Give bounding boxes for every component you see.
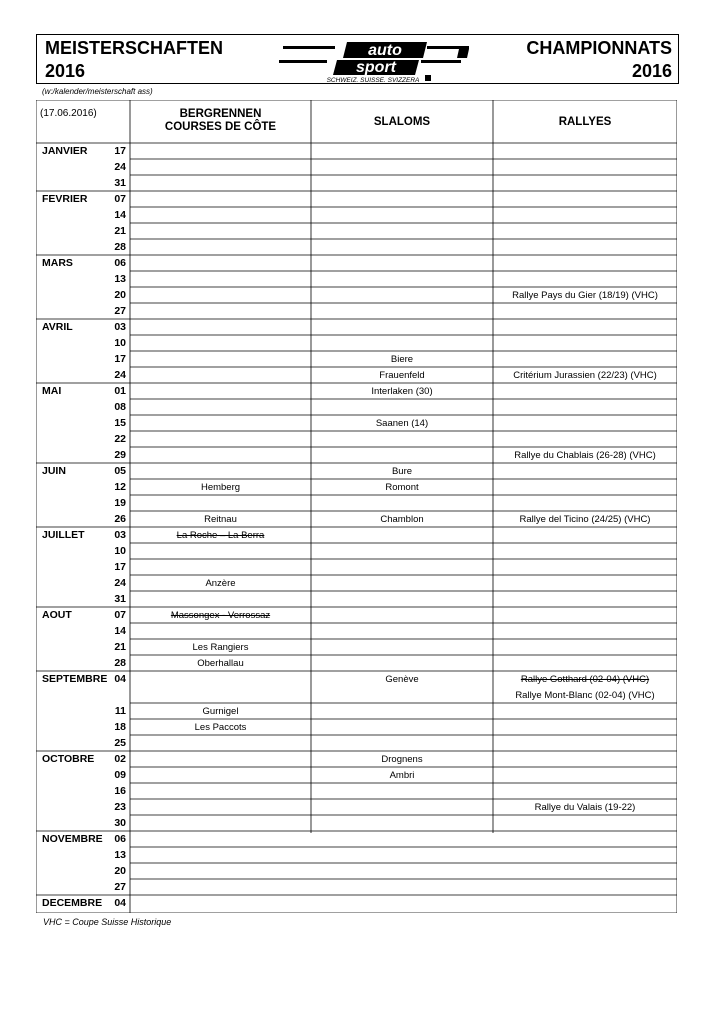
- day-label: 24: [114, 369, 126, 381]
- bergrennen-event: La Roche – La Berra: [176, 530, 265, 541]
- day-label: 06: [114, 257, 126, 269]
- day-label: 22: [114, 433, 126, 445]
- month-label: AOUT: [42, 609, 72, 621]
- day-label: 02: [114, 753, 126, 765]
- day-label: 15: [114, 417, 126, 429]
- month-label: DECEMBRE: [42, 897, 103, 909]
- day-label: 20: [114, 289, 126, 301]
- slalom-event: Bure: [391, 466, 413, 477]
- table-date-header: (17.06.2016): [40, 108, 97, 119]
- day-label: 09: [114, 769, 126, 781]
- header-bergrennen: [130, 108, 311, 134]
- day-label: 01: [114, 385, 126, 397]
- slalom-event: Chamblon: [380, 514, 424, 525]
- day-label: 08: [114, 401, 126, 413]
- day-label: 25: [114, 737, 126, 749]
- day-label: 07: [114, 609, 126, 621]
- day-label: 07: [114, 193, 126, 205]
- footer-note: VHC = Coupe Suisse Historique: [43, 917, 172, 927]
- rallye-event: Rallye Mont-Blanc (02-04) (VHC): [515, 690, 655, 701]
- bergrennen-event: Anzère: [205, 578, 236, 589]
- rallye-event: Critérium Jurassien (22/23) (VHC): [513, 370, 657, 381]
- month-label: AVRIL: [42, 321, 73, 333]
- month-label: JANVIER: [42, 145, 88, 157]
- day-label: 31: [114, 593, 126, 605]
- day-label: 31: [114, 177, 126, 189]
- day-label: 04: [114, 673, 126, 685]
- title-left-line1: MEISTERSCHAFTEN: [45, 38, 224, 58]
- bergrennen-event: Oberhallau: [197, 658, 244, 669]
- day-label: 26: [114, 513, 126, 525]
- day-label: 14: [114, 209, 126, 221]
- month-label: SEPTEMBRE: [42, 673, 108, 685]
- rallye-event: Rallye Pays du Gier (18/19) (VHC): [512, 290, 658, 301]
- day-label: 28: [114, 241, 126, 253]
- day-label: 12: [114, 481, 126, 493]
- path-note: (w:/kalender/meisterschaft ass): [42, 87, 153, 96]
- month-label: OCTOBRE: [42, 753, 95, 765]
- rallye-event: Rallye du Valais (19-22): [534, 802, 636, 813]
- day-label: 28: [114, 657, 126, 669]
- day-label: 29: [114, 449, 126, 461]
- logo-tagline: SCHWEIZ. SUISSE. SVIZZERA: [326, 77, 420, 83]
- day-label: 13: [114, 273, 126, 285]
- title-right-line2: 2016: [631, 61, 672, 81]
- day-label: 20: [114, 865, 126, 877]
- day-label: 21: [114, 641, 126, 653]
- header-rallyes: RALLYES: [558, 116, 612, 128]
- bergrennen-event: Gurnigel: [202, 706, 239, 717]
- title-left-line2: 2016: [45, 61, 86, 81]
- header-bergrennen-line2: COURSES DE CÔTE: [164, 121, 277, 133]
- rallye-event: Rallye du Chablais (26-28) (VHC): [514, 450, 656, 461]
- day-label: 24: [114, 161, 126, 173]
- rallye-event: Rallye del Ticino (24/25) (VHC): [519, 514, 651, 525]
- slalom-event: Drognens: [381, 754, 423, 765]
- slalom-event: Interlaken (30): [371, 386, 433, 397]
- page-header: [36, 34, 679, 84]
- day-label: 10: [114, 545, 126, 557]
- month-label: JUILLET: [42, 529, 85, 541]
- day-label: 18: [114, 721, 126, 733]
- header-bergrennen-line1: BERGRENNEN: [179, 108, 262, 120]
- title-left: [45, 37, 223, 83]
- day-label: 24: [114, 577, 126, 589]
- logo-text-bottom: sport: [356, 59, 396, 76]
- month-label: MARS: [42, 257, 73, 269]
- header-slaloms: SLALOMS: [373, 116, 431, 128]
- bergrennen-event: Les Paccots: [194, 722, 247, 733]
- day-label: 05: [114, 465, 126, 477]
- month-label: FEVRIER: [42, 193, 88, 205]
- bergrennen-event: Reitnau: [204, 514, 237, 525]
- day-label: 19: [114, 497, 126, 509]
- bergrennen-event: Hemberg: [200, 482, 241, 493]
- title-right-line1: CHAMPIONNATS: [526, 38, 672, 58]
- bergrennen-event: Les Rangiers: [192, 642, 249, 653]
- day-label: 14: [114, 625, 126, 637]
- month-label: NOVEMBRE: [42, 833, 103, 845]
- day-label: 04: [114, 897, 126, 909]
- slalom-event: Saanen (14): [375, 418, 429, 429]
- slalom-event: Frauenfeld: [379, 370, 425, 381]
- day-label: 27: [114, 305, 126, 317]
- slalom-event: Biere: [390, 354, 414, 365]
- day-label: 11: [114, 705, 126, 717]
- table-grid-lines: [36, 100, 677, 913]
- day-label: 17: [114, 561, 126, 573]
- day-label: 03: [114, 529, 126, 541]
- day-label: 27: [114, 881, 126, 893]
- day-label: 17: [114, 145, 126, 157]
- bergrennen-event: Massongex - Verrossaz: [170, 610, 271, 621]
- day-label: 17: [114, 353, 126, 365]
- day-label: 16: [114, 785, 126, 797]
- slalom-event: Ambri: [389, 770, 415, 781]
- day-label: 30: [114, 817, 126, 829]
- title-right: [526, 37, 672, 83]
- day-label: 23: [114, 801, 126, 813]
- day-label: 10: [114, 337, 126, 349]
- day-label: 06: [114, 833, 126, 845]
- slalom-event: Romont: [385, 482, 419, 493]
- slalom-event: Genève: [385, 674, 419, 685]
- day-label: 03: [114, 321, 126, 333]
- month-label: JUIN: [42, 465, 66, 477]
- rallye-event: Rallye Gotthard (02-04) (VHC): [520, 674, 650, 685]
- month-label: MAI: [42, 385, 62, 397]
- day-label: 21: [114, 225, 126, 237]
- logo-text-top: auto: [368, 42, 402, 59]
- auto-sport-logo: [277, 39, 477, 83]
- day-label: 13: [114, 849, 126, 861]
- calendar-table: [36, 100, 677, 913]
